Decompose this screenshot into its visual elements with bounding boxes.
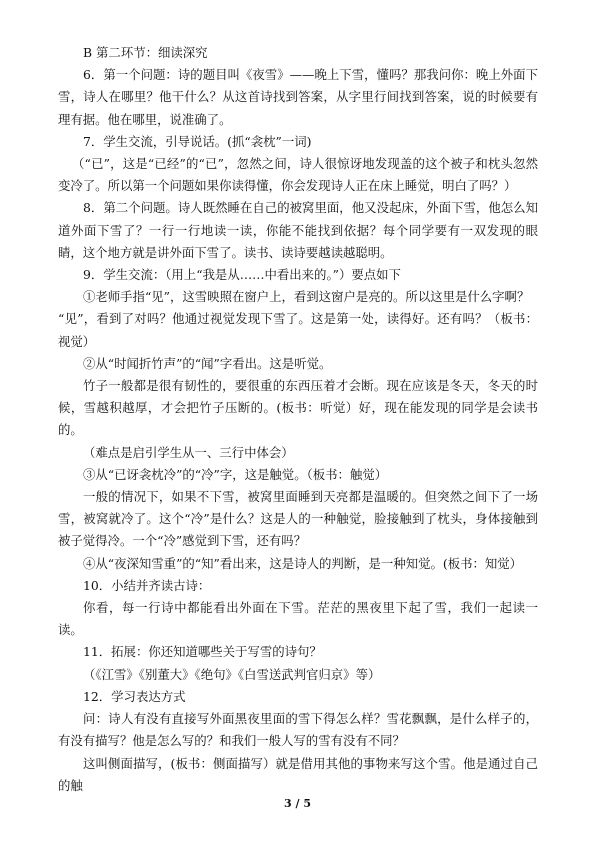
paragraph: 7．学生交流，引导说话。(抓“衾枕”一词) bbox=[83, 133, 312, 149]
paragraph: （难点是启引学生从一、三行中体会） bbox=[83, 444, 294, 460]
paragraph: 竹子一般都是很有韧性的，要很重的东西压着才会断。现在应该是冬天，冬天的时候，雪越积越厚，才会把竹子压断的。(板书：听觉）好，现在能发现的同学是会读书的。 bbox=[58, 378, 538, 438]
paragraph: 一般的情况下，如果不下雪，被窝里面睡到天亮都是温暖的。但突然之间下了一场雪，被窝就冷了。这个“冷”是什么？这是人的一种触觉，脸接触到了枕头，身体接触到被子觉得冷。一个“冷”感觉到下雪，还有吗？ bbox=[58, 489, 538, 549]
document-body bbox=[58, 42, 538, 797]
paragraph: 这叫侧面描写，(板书：侧面描写）就是借用其他的事物来写这个雪。他是通过自己的触 bbox=[58, 755, 538, 793]
paragraph: 11．拓展：你还知道哪些关于写雪的诗句？ bbox=[83, 644, 322, 660]
paragraph: ④从“夜深知雪重”的“知”看出来，这是诗人的判断，是一种知觉。(板书：知觉） bbox=[83, 555, 523, 571]
paragraph: （《江雪》《别董大》《绝句》《白雪送武判官归京》等） bbox=[83, 666, 381, 682]
paragraph: “见”，看到了对吗？他通过视觉发现下雪了。这是第一处，读得好。还有吗？（板书：视觉） bbox=[58, 311, 538, 349]
paragraph: 12．学习表达方式 bbox=[83, 688, 186, 704]
paragraph: B 第二环节：细读深究 bbox=[83, 45, 208, 60]
paragraph: 你看，每一行诗中都能看出外面在下雪。茫茫的黑夜里下起了雪，我们一起读一读。 bbox=[58, 600, 538, 638]
paragraph: （“已”，这是“已经”的“已”，忽然之间，诗人很惊讶地发现盖的这个被子和枕头忽然变冷了。所以第一个问题如果你读得懂，你会发现诗人正在床上睡觉，明白了吗？） bbox=[58, 156, 538, 194]
page-number: 3 / 5 bbox=[284, 797, 311, 810]
paragraph: ②从“时闻折竹声”的“闻”字看出。这是听觉。 bbox=[83, 355, 332, 371]
paragraph: 8．第二个问题。诗人既然睡在自己的被窝里面，他又没起床，外面下雪，他怎么知道外面下雪了？一行一行地读一读，你能不能找到依据？每个同学要有一双发现的眼睛，这个地方就是讲外面下雪了。读书、读诗要越读越聪明。 bbox=[58, 200, 538, 260]
paragraph: 9．学生交流：（用上“我是从……中看出来的。”）要点如下 bbox=[83, 267, 401, 283]
paragraph: ①老师手指“见”，这雪映照在窗户上，看到这窗户是亮的。所以这里是什么字啊？ bbox=[83, 289, 530, 305]
paragraph: 6．第一个问题：诗的题目叫《夜雪》——晚上下雪，懂吗？那我问你：晚上外面下雪，诗人在哪里？他干什么？从这首诗找到答案，从字里行间找到答案，说的时候要有理有据。他在哪里，说准确了。 bbox=[58, 67, 538, 127]
paragraph: 10．小结并齐读古诗： bbox=[83, 577, 211, 593]
paragraph: ③从“已讶衾枕冷”的“冷”字，这是触觉。（板书：触觉） bbox=[83, 466, 388, 482]
paragraph: 问：诗人有没有直接写外面黑夜里面的雪下得怎么样？雪花飘飘，是什么样子的，有没有描写？他是怎么写的？和我们一般人写的雪有没有不同？ bbox=[58, 711, 538, 749]
